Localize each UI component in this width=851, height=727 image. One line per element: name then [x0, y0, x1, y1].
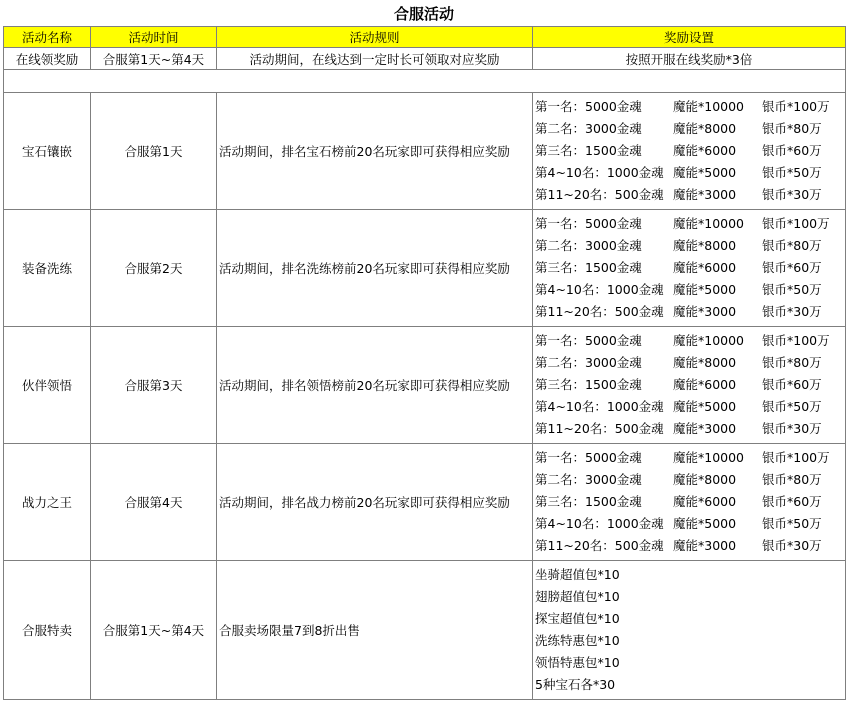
reward-silver: 银币*80万 [762, 238, 822, 253]
reward-magic-energy: 魔能*10000 [673, 450, 745, 465]
reward-rank-gold: 第4~10名：1000金魂 [535, 282, 664, 297]
reward-line [535, 184, 845, 206]
reward-silver: 银币*60万 [762, 377, 822, 392]
reward-silver: 银币*30万 [762, 187, 822, 202]
reward-line [535, 140, 845, 162]
reward-silver: 银币*60万 [762, 260, 822, 275]
reward-magic-energy: 魔能*10000 [673, 333, 745, 348]
reward-list [533, 444, 846, 561]
reward-line [535, 96, 845, 118]
table-row [4, 210, 846, 327]
reward-rank-gold: 第三名：1500金魂 [535, 260, 642, 275]
reward-magic-energy: 魔能*3000 [673, 421, 737, 436]
activity-name: 合服特卖 [4, 561, 91, 700]
reward-silver: 银币*50万 [762, 282, 822, 297]
reward-silver: 银币*80万 [762, 472, 822, 487]
reward-rank-gold: 第11~20名：500金魂 [535, 421, 664, 436]
header-name: 活动名称 [4, 27, 91, 48]
reward-line [535, 330, 845, 352]
activity-time: 合服第2天 [91, 210, 217, 327]
sale-item: 5种宝石各*30 [535, 677, 616, 692]
activity-rule: 活动期间，排名战力榜前20名玩家即可获得相应奖励 [217, 444, 533, 561]
reward-rank-gold: 第一名：5000金魂 [535, 450, 642, 465]
reward-rank-gold: 第三名：1500金魂 [535, 494, 642, 509]
reward-rank-gold: 第11~20名：500金魂 [535, 538, 664, 553]
reward-magic-energy: 魔能*5000 [673, 165, 737, 180]
activity-rule: 活动期间，排名洗练榜前20名玩家即可获得相应奖励 [217, 210, 533, 327]
reward-magic-energy: 魔能*6000 [673, 494, 737, 509]
reward-silver: 银币*60万 [762, 143, 822, 158]
reward-silver: 银币*100万 [762, 333, 830, 348]
page-title: 合服活动 [393, 5, 454, 23]
reward-rank-gold: 第三名：1500金魂 [535, 143, 642, 158]
reward-line [535, 301, 845, 323]
reward-silver: 银币*100万 [762, 450, 830, 465]
reward-list [533, 327, 846, 444]
reward-line [535, 535, 845, 557]
reward-rank-gold: 第11~20名：500金魂 [535, 304, 664, 319]
header-row [4, 27, 846, 48]
reward-rank-gold: 第二名：3000金魂 [535, 472, 642, 487]
reward-line [535, 447, 845, 469]
reward-magic-energy: 魔能*6000 [673, 143, 737, 158]
activity-rule: 活动期间，排名宝石榜前20名玩家即可获得相应奖励 [217, 93, 533, 210]
reward-silver: 银币*100万 [762, 99, 830, 114]
reward-magic-energy: 魔能*10000 [673, 216, 745, 231]
blank-row [4, 70, 846, 93]
reward-list [533, 93, 846, 210]
table-row [4, 93, 846, 210]
reward-line [535, 418, 845, 440]
reward-list [533, 210, 846, 327]
blank-cell [4, 70, 846, 93]
header-reward: 奖励设置 [533, 27, 846, 48]
activity-table [3, 26, 846, 700]
reward-magic-energy: 魔能*5000 [673, 399, 737, 414]
reward-magic-energy: 魔能*3000 [673, 187, 737, 202]
reward-magic-energy: 魔能*10000 [673, 99, 745, 114]
reward-silver: 银币*30万 [762, 538, 822, 553]
reward-line [535, 279, 845, 301]
table-row [4, 48, 846, 70]
reward-magic-energy: 魔能*3000 [673, 304, 737, 319]
reward-line [535, 396, 845, 418]
reward-line [535, 257, 845, 279]
reward-magic-energy: 魔能*5000 [673, 282, 737, 297]
reward-rank-gold: 第一名：5000金魂 [535, 333, 642, 348]
table-row [4, 444, 846, 561]
reward-rank-gold: 第11~20名：500金魂 [535, 187, 664, 202]
reward-rank-gold: 第二名：3000金魂 [535, 121, 642, 136]
activity-reward: 按照开服在线奖励*3倍 [533, 48, 846, 70]
activity-time: 合服第1天 [91, 93, 217, 210]
sale-item: 洗练特惠包*10 [535, 633, 620, 648]
reward-rank-gold: 第三名：1500金魂 [535, 377, 642, 392]
reward-silver: 银币*50万 [762, 516, 822, 531]
activity-name: 战力之王 [4, 444, 91, 561]
reward-rank-gold: 第4~10名：1000金魂 [535, 165, 664, 180]
reward-line [535, 352, 845, 374]
sale-item-list [533, 561, 846, 700]
reward-silver: 银币*30万 [762, 421, 822, 436]
reward-silver: 银币*100万 [762, 216, 830, 231]
reward-magic-energy: 魔能*8000 [673, 238, 737, 253]
header-time: 活动时间 [91, 27, 217, 48]
reward-rank-gold: 第二名：3000金魂 [535, 355, 642, 370]
header-rule: 活动规则 [217, 27, 533, 48]
reward-magic-energy: 魔能*5000 [673, 516, 737, 531]
sale-item: 坐骑超值包*10 [535, 567, 620, 582]
reward-rank-gold: 第4~10名：1000金魂 [535, 516, 664, 531]
reward-silver: 银币*80万 [762, 355, 822, 370]
reward-line [535, 162, 845, 184]
reward-silver: 银币*30万 [762, 304, 822, 319]
reward-line [535, 235, 845, 257]
sale-item: 翅膀超值包*10 [535, 589, 620, 604]
reward-magic-energy: 魔能*6000 [673, 260, 737, 275]
activity-rule: 合服卖场限量7到8折出售 [217, 561, 533, 700]
activity-rule: 活动期间，排名领悟榜前20名玩家即可获得相应奖励 [217, 327, 533, 444]
reward-rank-gold: 第4~10名：1000金魂 [535, 399, 664, 414]
activity-time: 合服第4天 [91, 444, 217, 561]
activity-name: 在线领奖励 [4, 48, 91, 70]
activity-name: 伙伴领悟 [4, 327, 91, 444]
activity-name: 宝石镶嵌 [4, 93, 91, 210]
reward-line [535, 118, 845, 140]
reward-magic-energy: 魔能*6000 [673, 377, 737, 392]
sale-item: 探宝超值包*10 [535, 611, 620, 626]
reward-line [535, 374, 845, 396]
reward-line [535, 513, 845, 535]
reward-rank-gold: 第一名：5000金魂 [535, 216, 642, 231]
reward-rank-gold: 第一名：5000金魂 [535, 99, 642, 114]
reward-magic-energy: 魔能*8000 [673, 472, 737, 487]
table-row [4, 561, 846, 700]
reward-line [535, 469, 845, 491]
reward-magic-energy: 魔能*3000 [673, 538, 737, 553]
reward-magic-energy: 魔能*8000 [673, 355, 737, 370]
reward-line [535, 213, 845, 235]
activity-rule: 活动期间，在线达到一定时长可领取对应奖励 [217, 48, 533, 70]
reward-silver: 银币*60万 [762, 494, 822, 509]
reward-line [535, 491, 845, 513]
activity-time: 合服第1天~第4天 [91, 561, 217, 700]
reward-silver: 银币*50万 [762, 165, 822, 180]
table-row [4, 327, 846, 444]
reward-silver: 银币*50万 [762, 399, 822, 414]
activity-name: 装备洗练 [4, 210, 91, 327]
sale-item: 领悟特惠包*10 [535, 655, 620, 670]
reward-silver: 银币*80万 [762, 121, 822, 136]
reward-magic-energy: 魔能*8000 [673, 121, 737, 136]
activity-time: 合服第1天~第4天 [91, 48, 217, 70]
reward-rank-gold: 第二名：3000金魂 [535, 238, 642, 253]
activity-time: 合服第3天 [91, 327, 217, 444]
